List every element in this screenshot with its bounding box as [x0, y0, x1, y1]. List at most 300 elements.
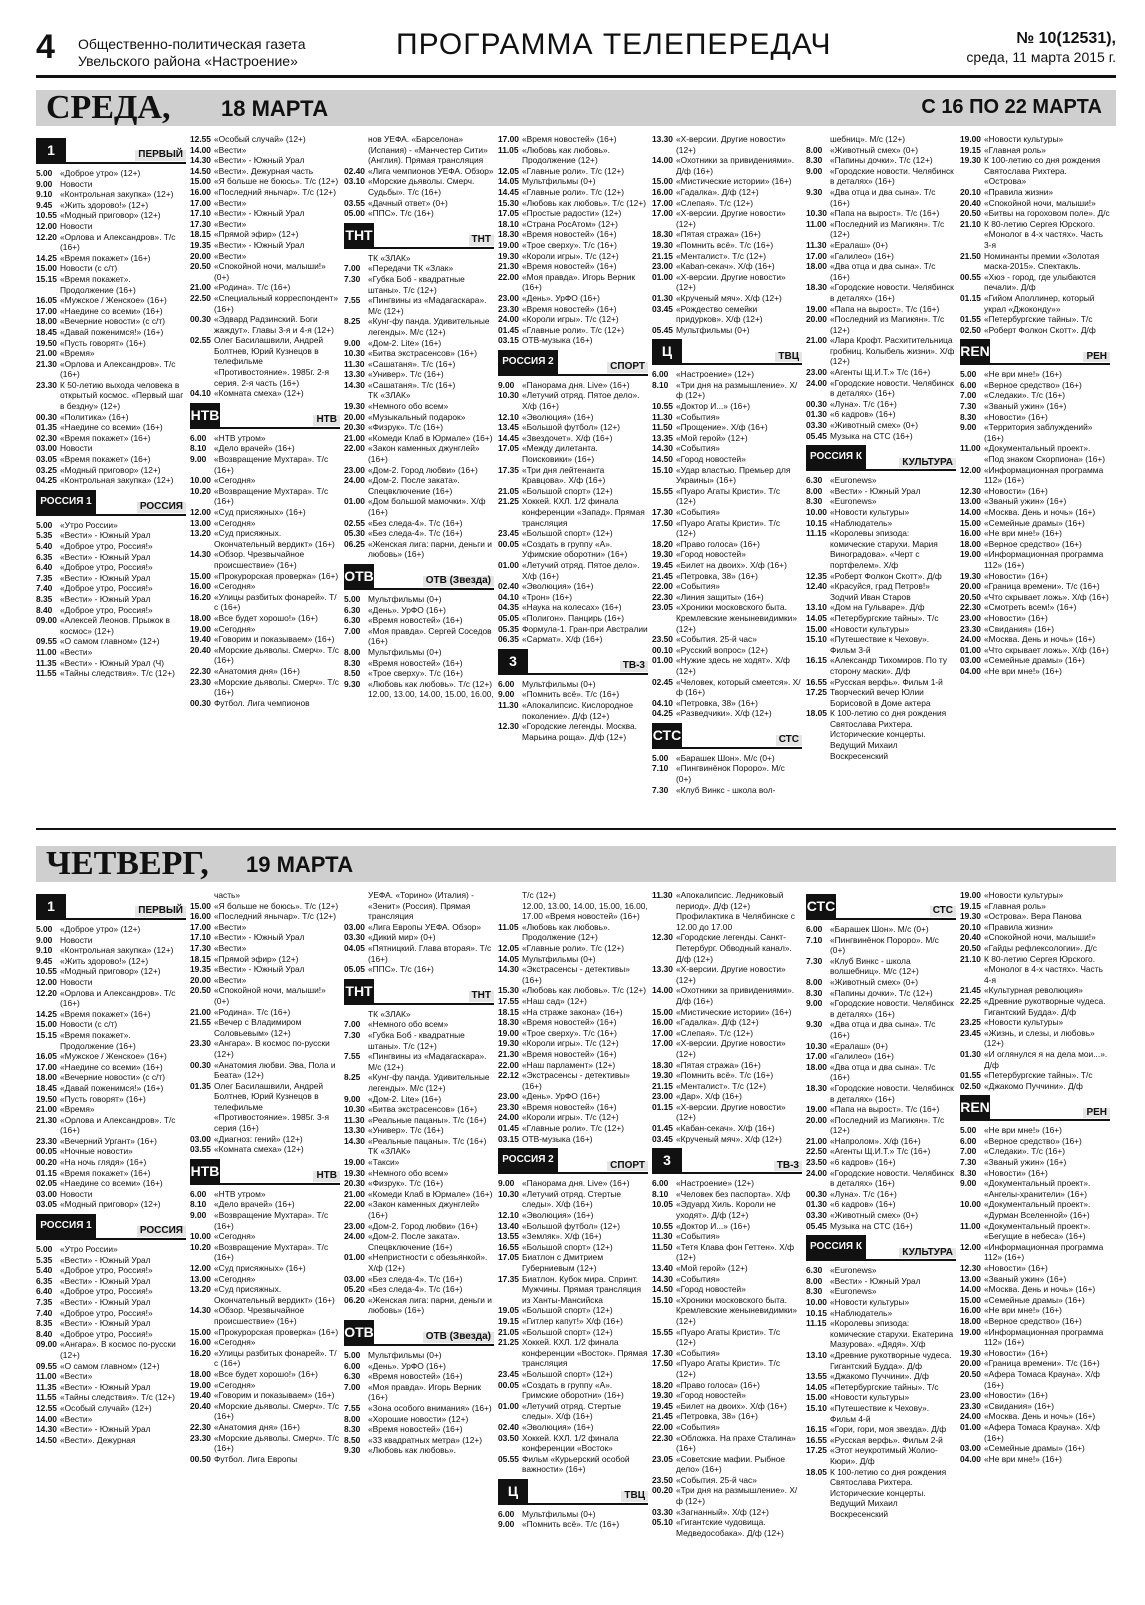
wed-column-7 [960, 134, 1110, 677]
program-list [344, 1009, 494, 1316]
program-row [960, 634, 1110, 645]
program-title: «Прямой эфир» (12+) [214, 229, 299, 240]
program-row [652, 176, 802, 187]
program-row [190, 943, 340, 954]
program-time: 12.55 [190, 134, 211, 144]
program-time: 14.00 [190, 144, 211, 155]
program-time: 14.30 [344, 1135, 365, 1146]
program-row [960, 1358, 1110, 1369]
program-time: 7.30 [344, 1029, 361, 1040]
program-title: «Короли игры». Т/с (12+) [522, 1112, 619, 1123]
program-time: 19.40 [190, 1390, 211, 1401]
program-row [498, 689, 648, 700]
program-time: 7.35 [36, 572, 53, 583]
program-row [652, 1007, 802, 1018]
program-row [36, 263, 186, 274]
program-time: 09.55 [36, 636, 57, 647]
program-row [190, 1305, 340, 1326]
program-time: 19.30 [960, 1347, 981, 1358]
program-title: «Эволюция» (16+) [522, 411, 594, 422]
program-title: «Жить здорово!» (12+) [60, 199, 149, 210]
program-title: «Euronews» [830, 1286, 877, 1297]
program-title: «Дом-2. Город любви» (16+) [368, 1220, 478, 1231]
program-time: 9.00 [498, 1178, 515, 1189]
program-time: 05.00 [344, 208, 365, 219]
program-time: 14.05 [498, 953, 519, 964]
program-title: Новости (с с/т) [60, 1019, 118, 1030]
program-row [498, 1242, 648, 1253]
program-time: 8.30 [344, 1424, 361, 1435]
program-time: 22.50 [190, 292, 211, 303]
program-title: «Пусть говорят» (16+) [60, 337, 146, 348]
program-row [36, 1189, 186, 1200]
program-time: 10.55 [652, 1220, 673, 1231]
program-row [498, 1231, 648, 1242]
program-title: «Гадалка». Д/ф (12+) [676, 1017, 759, 1028]
program-time [806, 134, 830, 145]
program-title: «Галилео» (16+) [830, 250, 894, 261]
program-time: 22.30 [190, 1421, 211, 1432]
program-row [652, 1390, 802, 1401]
channel-label: СПОРТ [607, 1161, 648, 1172]
program-time: 00.30 [190, 697, 211, 708]
program-row [36, 1414, 186, 1425]
program-title: «Эдуард Хиль. Короли не уходят». Д/ф (12+) [676, 1199, 776, 1221]
program-row [652, 1060, 802, 1071]
program-title: «Дом большой мамочки». Х/ф (16+) [368, 496, 486, 517]
program-row [36, 520, 186, 531]
program-title: «Орлова и Александров». Т/с (16+) [60, 231, 176, 253]
program-title: «Помнить всё». Т/с (16+) [522, 1519, 620, 1530]
program-row [344, 1350, 494, 1361]
program-title: «Русская верфь». Фильм 1-й [830, 676, 943, 687]
program-row [960, 1316, 1110, 1327]
program-row [498, 293, 648, 304]
program-row [498, 422, 648, 433]
program-title: «Человек, который смеется». Х/ф (16+) [676, 676, 801, 698]
program-time: 8.50 [344, 668, 361, 679]
program-time: 15.00 [806, 623, 827, 634]
program-row [36, 1255, 186, 1266]
program-row [498, 624, 648, 635]
program-time: 12.00 [36, 220, 57, 231]
program-row [190, 1017, 340, 1038]
program-time: 17.00 [806, 250, 827, 261]
program-time: 5.00 [36, 924, 53, 934]
program-row [190, 985, 340, 1006]
channel-label: СТС [776, 735, 802, 746]
program-row [498, 1221, 648, 1232]
program-row [190, 1038, 340, 1059]
program-title: «Помнить всё». Т/с (16+) [676, 1070, 774, 1081]
program-time: 17.25 [806, 687, 827, 698]
program-time: 7.30 [960, 1157, 977, 1168]
program-title: «Большой спорт» (12+) [522, 1241, 613, 1252]
program-row [498, 1112, 648, 1123]
program-row [190, 1327, 340, 1338]
program-time: 16.15 [806, 655, 827, 666]
program-time: 6.00 [190, 1188, 207, 1199]
program-time: 19.00 [806, 303, 827, 314]
program-time: 05.30 [344, 528, 365, 539]
program-time: 14.50 [36, 1434, 57, 1445]
program-time: 23.45 [498, 1368, 519, 1379]
program-title: «Животный смех» (0+) [830, 1210, 919, 1221]
program-row [190, 1263, 340, 1274]
program-title: «День». УрФО (16+) [368, 1360, 446, 1371]
program-title: «Барашек Шон». М/с (0+) [676, 752, 775, 763]
program-time: 6.00 [960, 1135, 977, 1146]
program-row [960, 1146, 1110, 1157]
program-title: «Город новостей» [676, 1284, 746, 1295]
program-row [344, 1136, 494, 1147]
program-row [806, 314, 956, 335]
program-list [652, 1178, 802, 1538]
program-row [498, 1327, 648, 1338]
program-title: «Вести» - Южный Урал [830, 485, 921, 496]
program-time: 20.10 [960, 186, 981, 197]
program-row [960, 272, 1110, 293]
tnt-logo-icon: ТНТ [344, 979, 374, 1003]
program-title: «Сармат». Х/ф (16+) [522, 634, 603, 645]
program-time: 18.00 [806, 261, 827, 272]
program-time: 15.15 [36, 273, 57, 284]
program-title: «Линия защиты» (16+) [676, 591, 764, 602]
program-row [36, 1424, 186, 1435]
program-row [36, 1339, 186, 1360]
program-list [190, 433, 340, 708]
program-row [36, 1297, 186, 1308]
program-title: «Королевы эпизода: комические старухи. Екатерина Мазурова». «Дядя». Х/ф [830, 1318, 954, 1350]
program-time: 11.00 [36, 1371, 57, 1382]
program-list [344, 134, 494, 219]
program-row [498, 1028, 648, 1039]
program-time: 05.45 [652, 324, 673, 335]
program-time: 04.10 [652, 697, 673, 708]
program-row [344, 1435, 494, 1446]
program-time: 10.30 [498, 390, 519, 401]
program-title: «Спокойной ночи, малыши!» (0+) [214, 261, 326, 282]
program-title: «Вести» - Южный Урал [214, 964, 305, 975]
thu-column-7 [960, 890, 1110, 1464]
program-row [36, 316, 186, 327]
program-title: «Физрук». Т/с (16+) [368, 1178, 444, 1189]
program-time: 12.00 [960, 464, 981, 475]
program-title: Новости [60, 976, 93, 987]
program-title: «Мужское / Женское» (16+) [60, 1051, 167, 1062]
program-time: 03.05 [36, 454, 57, 465]
program-time: 8.30 [806, 987, 823, 998]
program-row [806, 924, 956, 935]
program-time: 11.05 [498, 921, 519, 932]
program-row [498, 1060, 648, 1071]
program-title: «Следаки». Т/с (16+) [984, 1146, 1066, 1157]
program-title: Футбол. Лига Европы [214, 1453, 298, 1464]
program-time: 00.55 [960, 271, 981, 282]
program-row [652, 1263, 802, 1274]
program-title: «Что скрывает ложь». Х/ф (16+) [984, 644, 1109, 655]
program-row [498, 539, 648, 560]
program-row [652, 985, 802, 1006]
program-title: «Мистические истории» (16+) [676, 1006, 792, 1017]
program-row [652, 655, 802, 676]
program-row [652, 1517, 802, 1538]
program-row [36, 945, 186, 956]
program-time: 7.30 [960, 401, 977, 412]
program-time: 16.00 [652, 186, 673, 197]
program-title: Т/с (12+) [522, 890, 556, 900]
program-row [344, 1295, 494, 1316]
program-time: 20.40 [960, 197, 981, 208]
channel-logo-tvc [498, 1479, 648, 1505]
program-title: «Хроники московского быта. Кремлевские женыневидимки» (12+) [676, 602, 798, 634]
program-time: 10.20 [190, 485, 211, 496]
program-time: 14.30 [344, 379, 365, 390]
program-time: 6.00 [652, 369, 669, 380]
program-time: 7.40 [36, 1307, 53, 1318]
program-time: 19.35 [190, 964, 211, 975]
program-row [36, 1382, 186, 1393]
program-title: Новости (с с/т) [60, 263, 118, 274]
program-time: 24.00 [498, 314, 519, 325]
program-title: «Панорама дня. Live» (16+) [522, 1178, 630, 1189]
program-title: «Пингвинёнок Пороро». М/с (0+) [676, 763, 785, 785]
program-row [344, 1382, 494, 1403]
program-time: 20.00 [190, 250, 211, 261]
program-list [652, 890, 802, 1144]
program-title: «Создать в группу «А». Уфимские оборотни» (16+) [522, 538, 628, 560]
program-row [190, 198, 340, 209]
program-row [806, 687, 956, 708]
program-title: «Вести». Дежурная [60, 1434, 136, 1445]
program-time: 19.00 [960, 1326, 981, 1337]
program-time: 14.00 [36, 1413, 57, 1424]
program-time: 15.15 [36, 1029, 57, 1040]
program-title: «Сегодня» [214, 475, 256, 486]
program-time: 15.10 [652, 464, 673, 475]
program-row [806, 335, 956, 367]
program-row [498, 145, 648, 166]
program-row [344, 1009, 494, 1020]
program-time: 03.55 [344, 197, 365, 208]
program-time: 00.30 [806, 398, 827, 409]
program-title: «Право голоса» (16+) [676, 1379, 760, 1390]
wed-column-6 [806, 134, 956, 761]
program-time: 16.00 [190, 911, 211, 922]
program-row [190, 645, 340, 666]
program-time: 17.00 [36, 305, 57, 316]
program-title: «Королевы эпизода: комические старухи. Мария Виноградова». «Черт с портфелем». Х/ф [830, 528, 938, 570]
program-title: «Время новостей» (16+) [522, 261, 617, 272]
program-title: «Гигантские чудовища. Медведособака». Д/ф (12+) [676, 1517, 784, 1538]
program-row [498, 1337, 648, 1369]
program-row [806, 1115, 956, 1136]
program-title: «Морские дьяволы. Смерч». Т/с (16+) [214, 676, 339, 698]
program-row [806, 431, 956, 442]
program-title: «Сашатаня». Т/с (16+) [368, 379, 456, 390]
program-title: «Дом-2. После заката». Спецвключение (16+) [368, 475, 460, 496]
program-time: 16.00 [190, 581, 211, 592]
program-time: 22.00 [344, 443, 365, 454]
program-title: «Семейные драмы» (16+) [984, 517, 1085, 528]
program-title: «Политика» (16+) [60, 411, 129, 422]
program-row [190, 314, 340, 335]
program-title: «Пуаро Агаты Кристи». Т/с (12+) [676, 1358, 781, 1379]
program-title: «Прокурорская проверка» (16+) [214, 1326, 339, 1337]
program-time: 20.50 [960, 591, 981, 602]
program-time: 14.45 [498, 432, 519, 443]
program-time: 15.00 [652, 1006, 673, 1017]
program-row [652, 401, 802, 412]
program-row [652, 1507, 802, 1518]
program-time: 01.30 [652, 292, 673, 303]
program-time: 19.35 [190, 239, 211, 250]
day-date: 18 МАРТА [221, 96, 329, 121]
program-row [344, 1424, 494, 1435]
program-time: 11.00 [806, 218, 827, 229]
program-title: «Утро России» [60, 1244, 118, 1255]
program-row [344, 253, 494, 264]
program-row [344, 668, 494, 679]
program-row [36, 380, 186, 412]
program-time: 00.50 [190, 1453, 211, 1464]
program-title: «Вести» - Южный Урал [60, 1381, 151, 1392]
program-list [960, 134, 1110, 335]
program-title: «Два отца и два сына». Т/с (16+) [830, 261, 936, 282]
program-title: «Летучий отряд. Пятое дело». Х/ф (16+) [522, 390, 640, 412]
program-title: «День». УрФО (16+) [522, 1091, 600, 1102]
program-time: 03.10 [344, 176, 365, 187]
program-time: 03.45 [652, 1133, 673, 1144]
program-title: «Званый ужин» (16+) [984, 1157, 1067, 1168]
program-time: 03.30 [652, 1506, 673, 1517]
program-title: «Вести» [214, 942, 247, 953]
program-row [652, 539, 802, 550]
program-row [344, 295, 494, 316]
program-row [498, 1509, 648, 1520]
program-time: 5.00 [36, 168, 53, 178]
program-row [344, 1146, 494, 1157]
program-title: Музыка на СТС (16+) [830, 430, 913, 441]
program-time: 17.35 [498, 1273, 519, 1284]
program-time: 20.50 [190, 985, 211, 996]
program-time: 6.35 [36, 1275, 53, 1286]
program-row [344, 465, 494, 476]
program-time: 18.00 [36, 1072, 57, 1083]
program-time: 7.55 [344, 1402, 361, 1413]
program-title: «6 кадров» (16+) [830, 1199, 896, 1210]
program-time: 19.00 [960, 549, 981, 560]
program-time: 17.30 [652, 1347, 673, 1358]
program-title: «Семейные драмы» (16+) [984, 655, 1085, 666]
program-time: 23.00 [960, 612, 981, 623]
program-title: «Доброе утро» (12+) [60, 924, 141, 934]
program-title: «Помнить всё». Т/с (16+) [522, 689, 620, 700]
program-title: «Трое сверху». Т/с (16+) [522, 239, 617, 250]
program-row [652, 251, 802, 262]
program-row [806, 496, 956, 507]
program-row [498, 528, 648, 539]
program-row [498, 1178, 648, 1189]
program-title: «Ангара». В космос по-русски (12+) [60, 1339, 176, 1360]
program-time [190, 890, 214, 901]
program-time: 03.15 [498, 335, 519, 346]
program-title: «Наедине со всеми» (16+) [60, 305, 163, 316]
program-time: 8.00 [806, 144, 823, 155]
program-time: 03.00 [190, 1133, 211, 1144]
program-row [498, 1038, 648, 1049]
program-time: 24.00 [806, 1167, 827, 1178]
program-time: 15.00 [960, 517, 981, 528]
program-row [190, 443, 340, 454]
program-title: «Джакомо Пуччини». Д/ф [830, 1371, 929, 1382]
program-row [960, 314, 1110, 325]
program-row [960, 198, 1110, 209]
program-title: «Зона особого внимания» (16+) [368, 1402, 492, 1413]
program-time: 24.00 [960, 634, 981, 645]
program-row [498, 1274, 648, 1306]
program-title: «Три дня на размышление». Х/ф (12+) [676, 379, 798, 401]
program-row [652, 1102, 802, 1123]
program-row [190, 666, 340, 677]
program-title: «Я больше не боюсь». Т/с (12+) [214, 900, 339, 911]
program-row [344, 433, 494, 444]
program-title: «Возвращение Мухтара». Т/с (16+) [214, 485, 329, 507]
program-title: «Новости культуры» [830, 1392, 910, 1403]
program-row [344, 176, 494, 197]
program-time: 21.00 [344, 1188, 365, 1199]
program-row [652, 1231, 802, 1242]
program-time: 20.00 [190, 974, 211, 985]
program-title: Биатлон с Дмитрием Губерниевым (12+) [522, 1252, 604, 1273]
program-time: 13.40 [498, 1220, 519, 1231]
program-row [36, 327, 186, 338]
program-time: 23.30 [190, 1038, 211, 1049]
program-time: 7.30 [652, 784, 669, 795]
program-row [498, 613, 648, 624]
program-title: Мультфильмы (0+) [368, 1349, 442, 1360]
program-row [652, 1422, 802, 1433]
program-title: ОТВ-музыка (16+) [522, 335, 593, 346]
program-time: 12.55 [36, 1402, 57, 1413]
program-title: «Суд присяжных» (16+) [214, 1263, 306, 1273]
program-title: «Животный смех» (0+) [830, 976, 919, 987]
program-row [498, 602, 648, 613]
program-row [190, 1380, 340, 1391]
program-time: 18.15 [498, 1006, 519, 1017]
program-title: «Анатомия дня» (16+) [214, 665, 300, 676]
program-time: 13.00 [190, 517, 211, 528]
program-title: «Дом-2. Lite» (16+) [368, 337, 442, 348]
program-row [806, 420, 956, 431]
program-time: 19.40 [190, 634, 211, 645]
program-row [652, 1433, 802, 1454]
program-title: «Животный смех» (0+) [830, 144, 919, 155]
program-time: 6.40 [36, 562, 53, 573]
program-time: 11.55 [36, 668, 57, 679]
program-title: «Два отца и два сына». Т/с (16+) [830, 186, 936, 208]
program-title: «Два отца и два сына». Т/с (16+) [830, 1019, 936, 1040]
program-row [960, 571, 1110, 582]
program-row [960, 1295, 1110, 1306]
program-time: 7.00 [344, 1019, 361, 1030]
program-time: 12.30 [498, 721, 519, 732]
program-row [190, 698, 340, 709]
program-time: 6.30 [806, 1265, 823, 1276]
program-title: Мультфильмы (0+) [522, 953, 596, 964]
program-time: 22.12 [498, 1070, 519, 1081]
program-time: 18.00 [960, 1315, 981, 1326]
